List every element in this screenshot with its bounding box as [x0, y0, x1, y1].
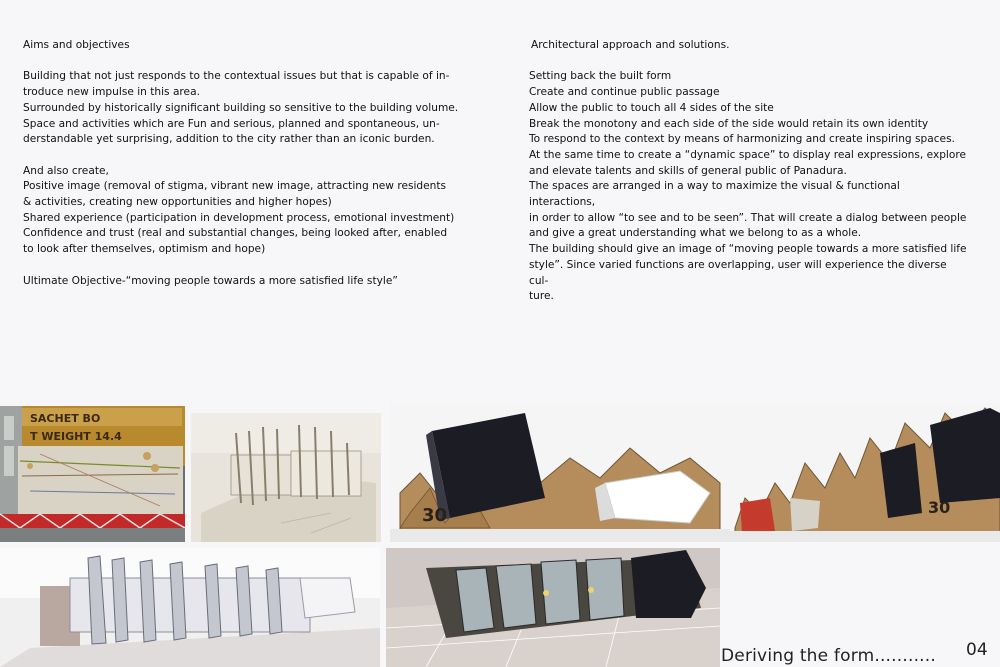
approach-line: Break the monotony and each side of the side would retain its own identity	[529, 117, 929, 130]
aims-line: Confidence and trust (real and substantial changes, being looked after, enabled	[23, 227, 448, 240]
aims-line: Space and activities which are Fun and serious, planned and spontaneous, un-	[23, 117, 440, 130]
architectural-approach-section	[529, 38, 969, 305]
aims-line: derstandable yet surprising, addition to the city rather than an iconic burden.	[23, 133, 435, 146]
approach-line: Setting back the built form	[529, 70, 672, 83]
approach-line: and give a great understanding what we belong to as a whole.	[529, 227, 862, 240]
model-photo-2	[191, 413, 381, 542]
approach-line: Create and continue public passage	[529, 86, 720, 99]
aims-objectives-section	[23, 38, 463, 289]
model-label-text: SACHET BO	[30, 412, 101, 425]
approach-heading: Architectural approach and solutions.	[531, 39, 730, 51]
approach-line: ture.	[529, 290, 554, 303]
aims-line: Building that not just responds to the contextual issues but that is capable of in-	[23, 70, 450, 83]
model-photo-1	[0, 406, 185, 542]
aims-line: troduce new impulse in this area.	[23, 86, 200, 99]
aims-line: Positive image (removal of stigma, vibrant new image, attracting new residents	[23, 180, 447, 193]
approach-line: style”. Since varied functions are overlapping, user will experience the diverse cul-	[529, 258, 951, 287]
section-caption: Deriving the form...........	[721, 646, 936, 666]
approach-line: The spaces are arranged in a way to maximize the visual & functional interactions,	[529, 180, 904, 209]
approach-line: and elevate talents and skills of general public of Panadura.	[529, 164, 847, 177]
aims-line: to look after themselves, optimism and hope)	[23, 243, 266, 256]
model-photo-5	[0, 548, 380, 667]
approach-line: The building should give an image of “moving people towards a more satisfied life	[529, 243, 967, 256]
model-label-text: T WEIGHT 14.4	[30, 430, 122, 443]
model-photo-4	[730, 403, 1000, 542]
aims-line: Shared experience (participation in development process, emotional investment)	[23, 211, 455, 224]
model-photo-6	[386, 548, 720, 667]
aims-heading: Aims and objectives	[23, 39, 130, 51]
model-number-text: 30	[422, 505, 448, 526]
approach-line: At the same time to create a “dynamic space” to display real expressions, explore	[529, 148, 967, 161]
aims-line: & activities, creating new opportunities and higher hopes)	[23, 196, 332, 208]
model-photo-3	[390, 403, 730, 542]
aims-line: And also create,	[23, 164, 109, 177]
approach-line: in order to allow “to see and to be seen”. That will create a dialog between people	[529, 211, 967, 224]
page-number: 04	[966, 640, 988, 660]
ultimate-objective: Ultimate Objective-“moving people towards a more satisfied life style”	[23, 274, 398, 287]
model-number-text: 30	[928, 498, 951, 517]
approach-line: Allow the public to touch all 4 sides of the site	[529, 101, 774, 114]
aims-line: Surrounded by historically significant building so sensitive to the building volume.	[23, 101, 459, 114]
approach-line: To respond to the context by means of harmonizing and create inspiring spaces.	[529, 133, 955, 146]
